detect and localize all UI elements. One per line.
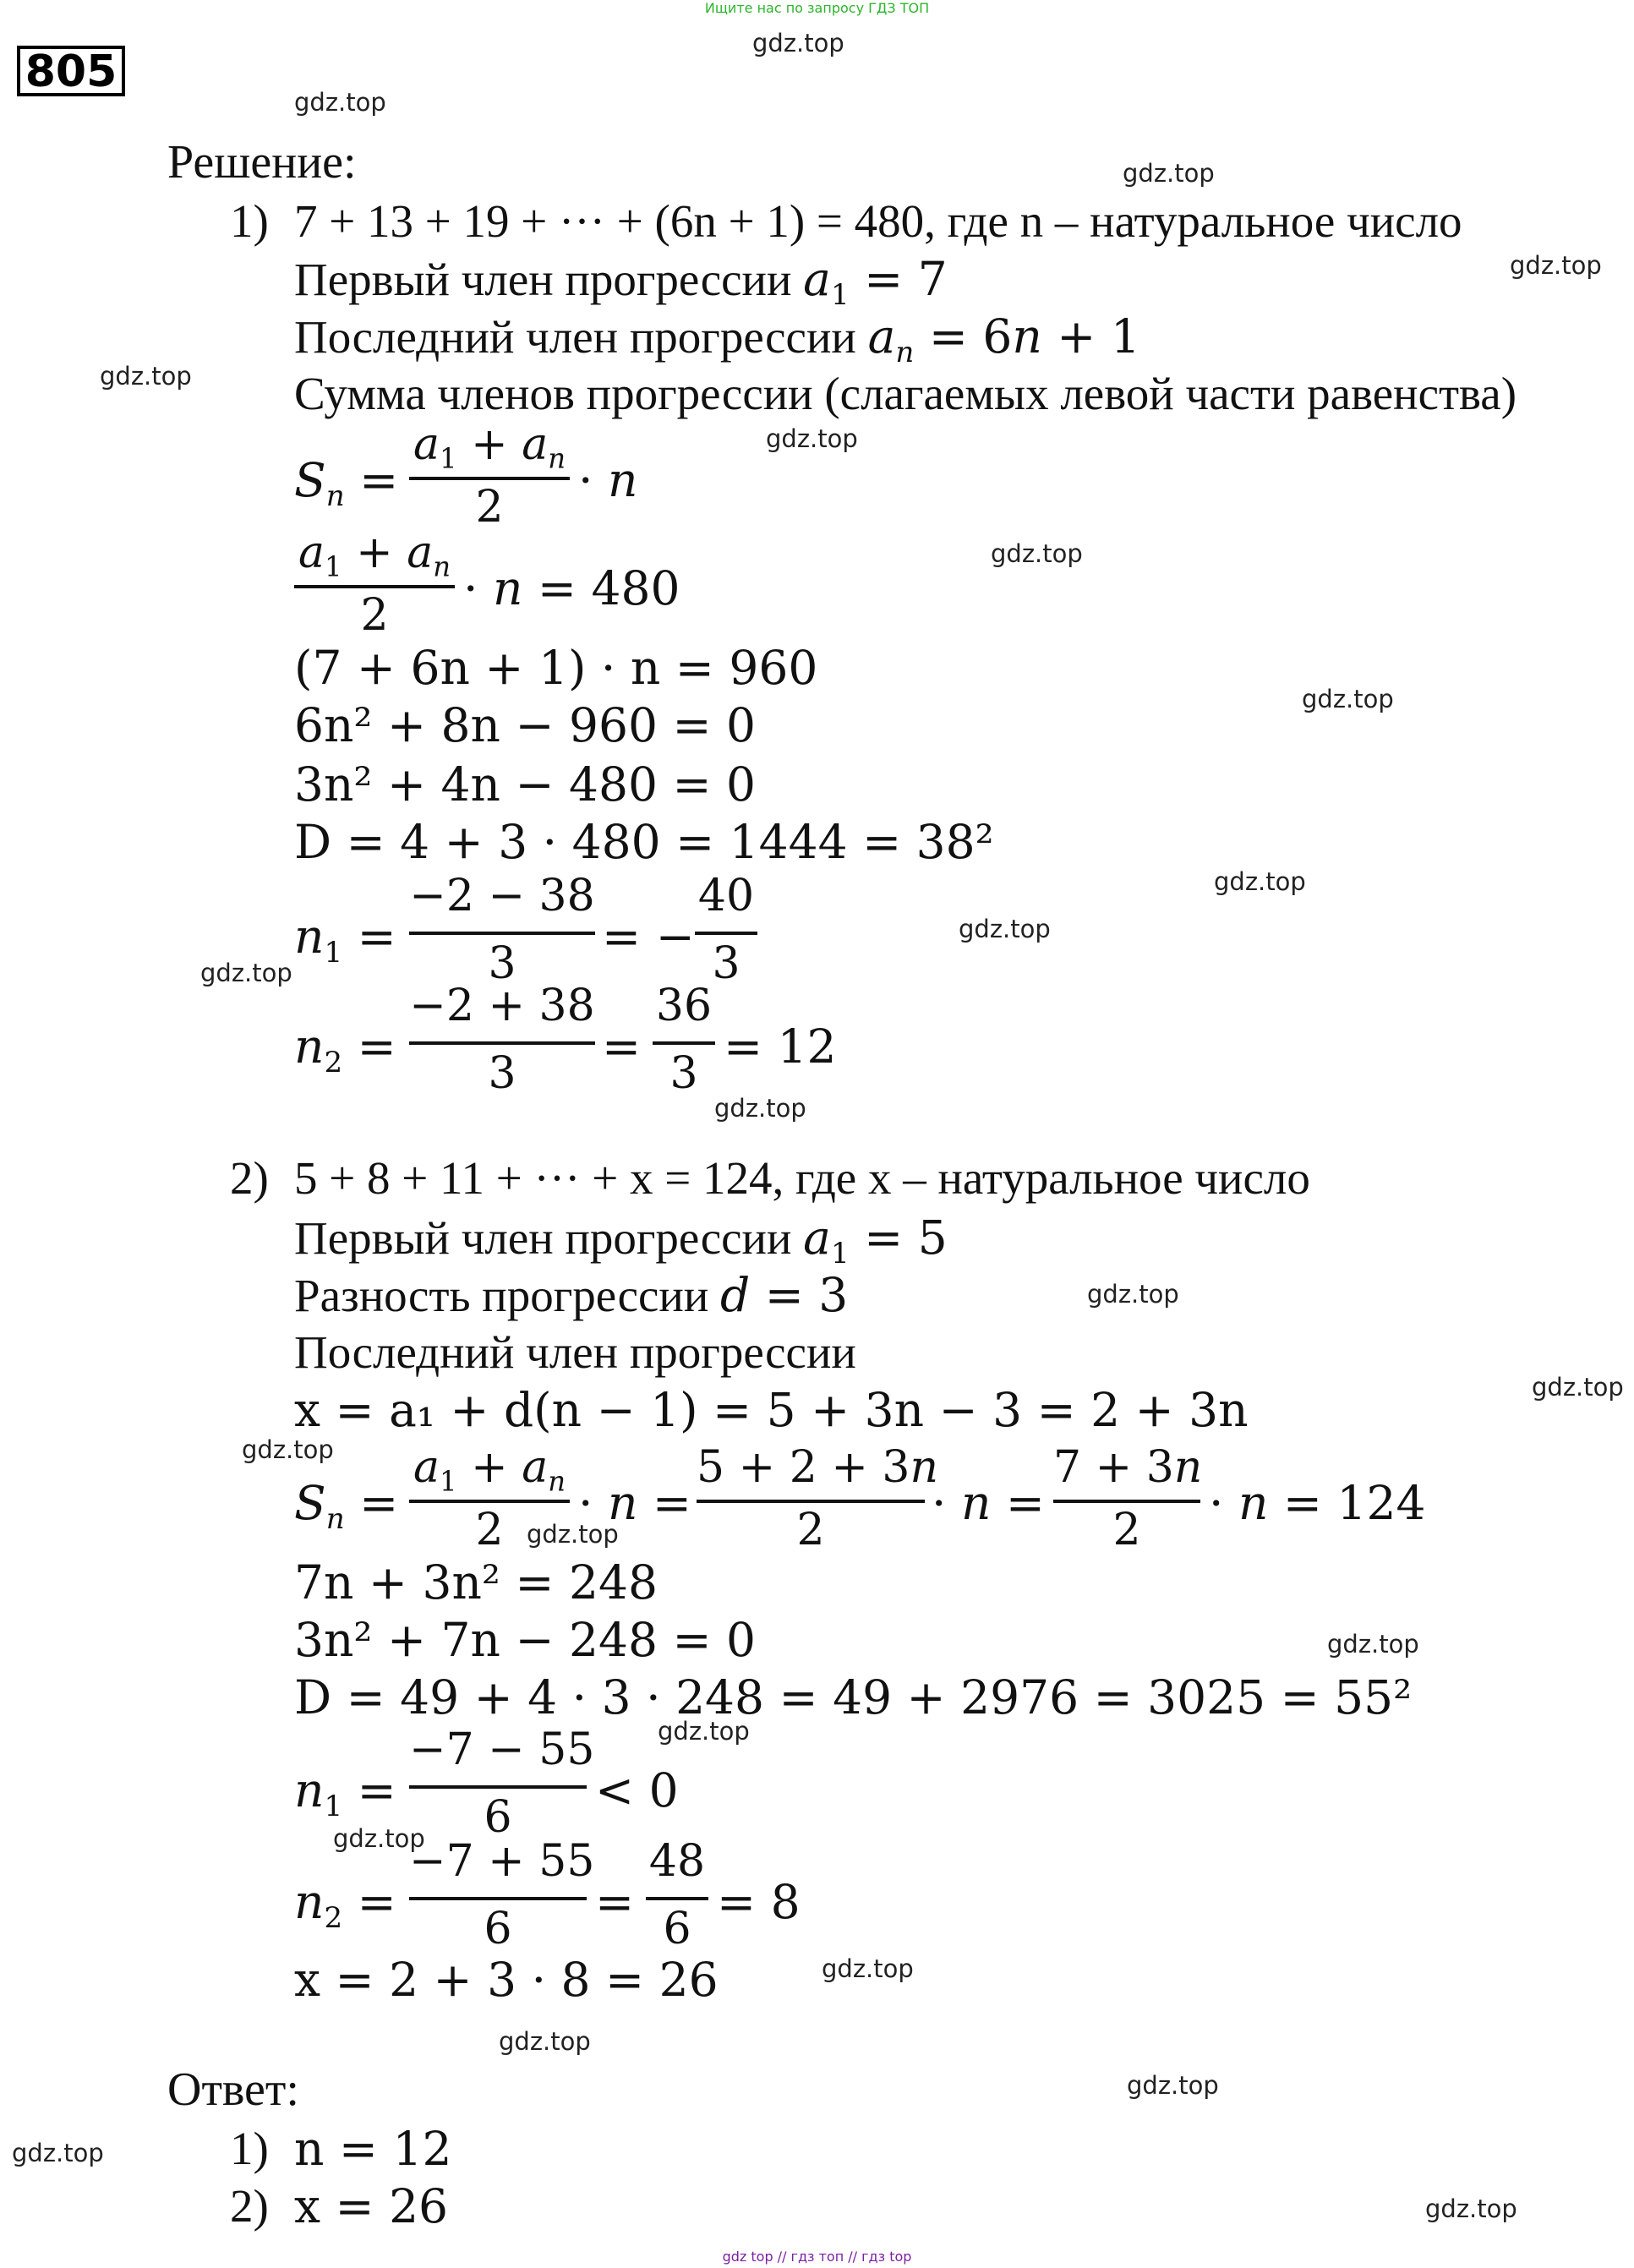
part2-n1-lhs: $n_1$ = <box>294 1763 396 1823</box>
watermark: gdz.top <box>752 29 844 57</box>
part2-equation: 5 + 8 + 11 + ··· + x = 124, где x – натуральное число <box>294 1152 1310 1204</box>
watermark: gdz.top <box>1087 1280 1179 1309</box>
part1-n2-eq: = <box>602 1019 642 1074</box>
watermark: gdz.top <box>822 1954 914 1983</box>
sum-eq-fraction: $a_1 + a_n$ 2 <box>294 527 455 637</box>
part1-n2-lhs: $n_2$ = <box>294 1019 396 1079</box>
sum-formula-fraction: $a_1 + a_n$ 2 <box>409 419 570 529</box>
part1-index: 1) <box>230 195 269 247</box>
sum-eq-rhs: · n = 480 <box>463 561 680 615</box>
part2-eq2-line: 3n² + 7n − 248 = 0 <box>294 1613 756 1667</box>
part2-difference: Разность прогрессии d = 3 <box>294 1268 849 1322</box>
solution-heading: Решение: <box>167 136 357 189</box>
watermark: gdz.top <box>1123 159 1215 188</box>
part2-n2-result: = 8 <box>717 1875 801 1929</box>
part2-n2-mid-fraction: 48 6 <box>646 1836 708 1946</box>
watermark: gdz.top <box>1214 867 1306 896</box>
bottom-ad-text[interactable]: gdz top // гдз топ // гдз top <box>722 2249 912 2265</box>
part2-n2-lhs: $n_2$ = <box>294 1875 396 1935</box>
part2-last-term: Последний член прогрессии <box>294 1326 856 1378</box>
watermark: gdz.top <box>242 1435 334 1464</box>
watermark: gdz.top <box>658 1717 750 1746</box>
part1-quad2-line: 3n² + 4n − 480 = 0 <box>294 757 756 812</box>
part2-index: 2) <box>230 1152 269 1204</box>
answer-2-value: x = 26 <box>294 2179 449 2233</box>
watermark: gdz.top <box>527 1520 619 1549</box>
watermark: gdz.top <box>714 1094 806 1123</box>
part1-n1-result-fraction: 40 3 <box>695 871 757 981</box>
part1-expand-line: (7 + 6n + 1) · n = 960 <box>294 641 818 695</box>
part2-first-term: Первый член прогрессии $a_1 = 5$ <box>294 1211 948 1271</box>
sum-formula-rhs: · n <box>578 453 638 507</box>
watermark: gdz.top <box>1510 251 1602 280</box>
watermark: gdz.top <box>959 915 1051 943</box>
sum-formula-lhs: $S_n$ = <box>294 453 399 513</box>
part1-first-term: Первый член прогрессии $a_1 = 7$ <box>294 252 948 312</box>
part1-discriminant-line: D = 4 + 3 · 480 = 1444 = 38² <box>294 815 994 869</box>
part1-equation: 7 + 13 + 19 + ··· + (6n + 1) = 480, где n – натуральное число <box>294 195 1462 247</box>
watermark: gdz.top <box>766 424 858 453</box>
watermark: gdz.top <box>200 959 292 987</box>
watermark: gdz.top <box>1302 685 1394 713</box>
part2-x-result-line: x = 2 + 3 · 8 = 26 <box>294 1953 719 2007</box>
part2-sum-fraction-1: $a_1 + a_n$ 2 <box>409 1442 570 1552</box>
part2-sum-lhs: $S_n$ = <box>294 1476 399 1536</box>
watermark: gdz.top <box>1425 2194 1517 2223</box>
watermark: gdz.top <box>1327 1630 1419 1659</box>
part1-n2-mid-fraction: 36 3 <box>653 981 715 1090</box>
watermark: gdz.top <box>12 2139 104 2167</box>
part2-x-expression: x = a₁ + d(n − 1) = 5 + 3n − 3 = 2 + 3n <box>294 1383 1249 1437</box>
part1-n2-fraction: −2 + 38 3 <box>409 981 595 1099</box>
part2-sum-fraction-2: 5 + 2 + 3n 2 <box>697 1442 939 1555</box>
watermark: gdz.top <box>1127 2071 1219 2100</box>
watermark: gdz.top <box>1532 1373 1624 1402</box>
part1-last-term: Последний член прогрессии $a_n = 6n + 1$ <box>294 309 1140 369</box>
answer-1-index: 1) <box>230 2123 269 2174</box>
watermark: gdz.top <box>991 539 1083 568</box>
part2-sum-result: · n = 124 <box>1209 1476 1426 1530</box>
part1-n1-eq: = − <box>602 910 695 964</box>
answer-2-index: 2) <box>230 2180 269 2232</box>
problem-number-badge: 805 <box>17 46 125 96</box>
part2-eq1-line: 7n + 3n² = 248 <box>294 1555 658 1609</box>
watermark: gdz.top <box>100 362 192 391</box>
part2-sum-fraction-3: 7 + 3n 2 <box>1053 1442 1203 1555</box>
watermark: gdz.top <box>333 1824 425 1853</box>
top-ad-text[interactable]: Ищите нас по запросу ГДЗ ТОП <box>704 0 930 16</box>
part1-quad1-line: 6n² + 8n − 960 = 0 <box>294 698 756 752</box>
part2-n1-fraction: −7 − 55 6 <box>409 1724 595 1843</box>
part2-n1-result: < 0 <box>595 1763 679 1817</box>
part2-sum-mid-2: · n = <box>932 1476 1045 1530</box>
answer-heading: Ответ: <box>167 2063 299 2116</box>
watermark: gdz.top <box>499 2027 591 2056</box>
part1-n1-lhs: $n_1$ = <box>294 910 396 970</box>
part2-sum-mid-1: · n = <box>578 1476 691 1530</box>
watermark: gdz.top <box>294 88 386 117</box>
part2-n2-eq: = <box>595 1875 635 1929</box>
part1-n2-result: = 12 <box>724 1019 837 1074</box>
answer-1-value: n = 12 <box>294 2122 452 2176</box>
part1-n1-fraction: −2 − 38 3 <box>409 871 595 989</box>
part2-n2-fraction: −7 + 55 6 <box>409 1836 595 1954</box>
part2-discriminant-line: D = 49 + 4 · 3 · 248 = 49 + 2976 = 3025 = 55² <box>294 1670 1413 1724</box>
part1-sum-text: Сумма членов прогрессии (слагаемых левой части равенства) <box>294 368 1517 419</box>
